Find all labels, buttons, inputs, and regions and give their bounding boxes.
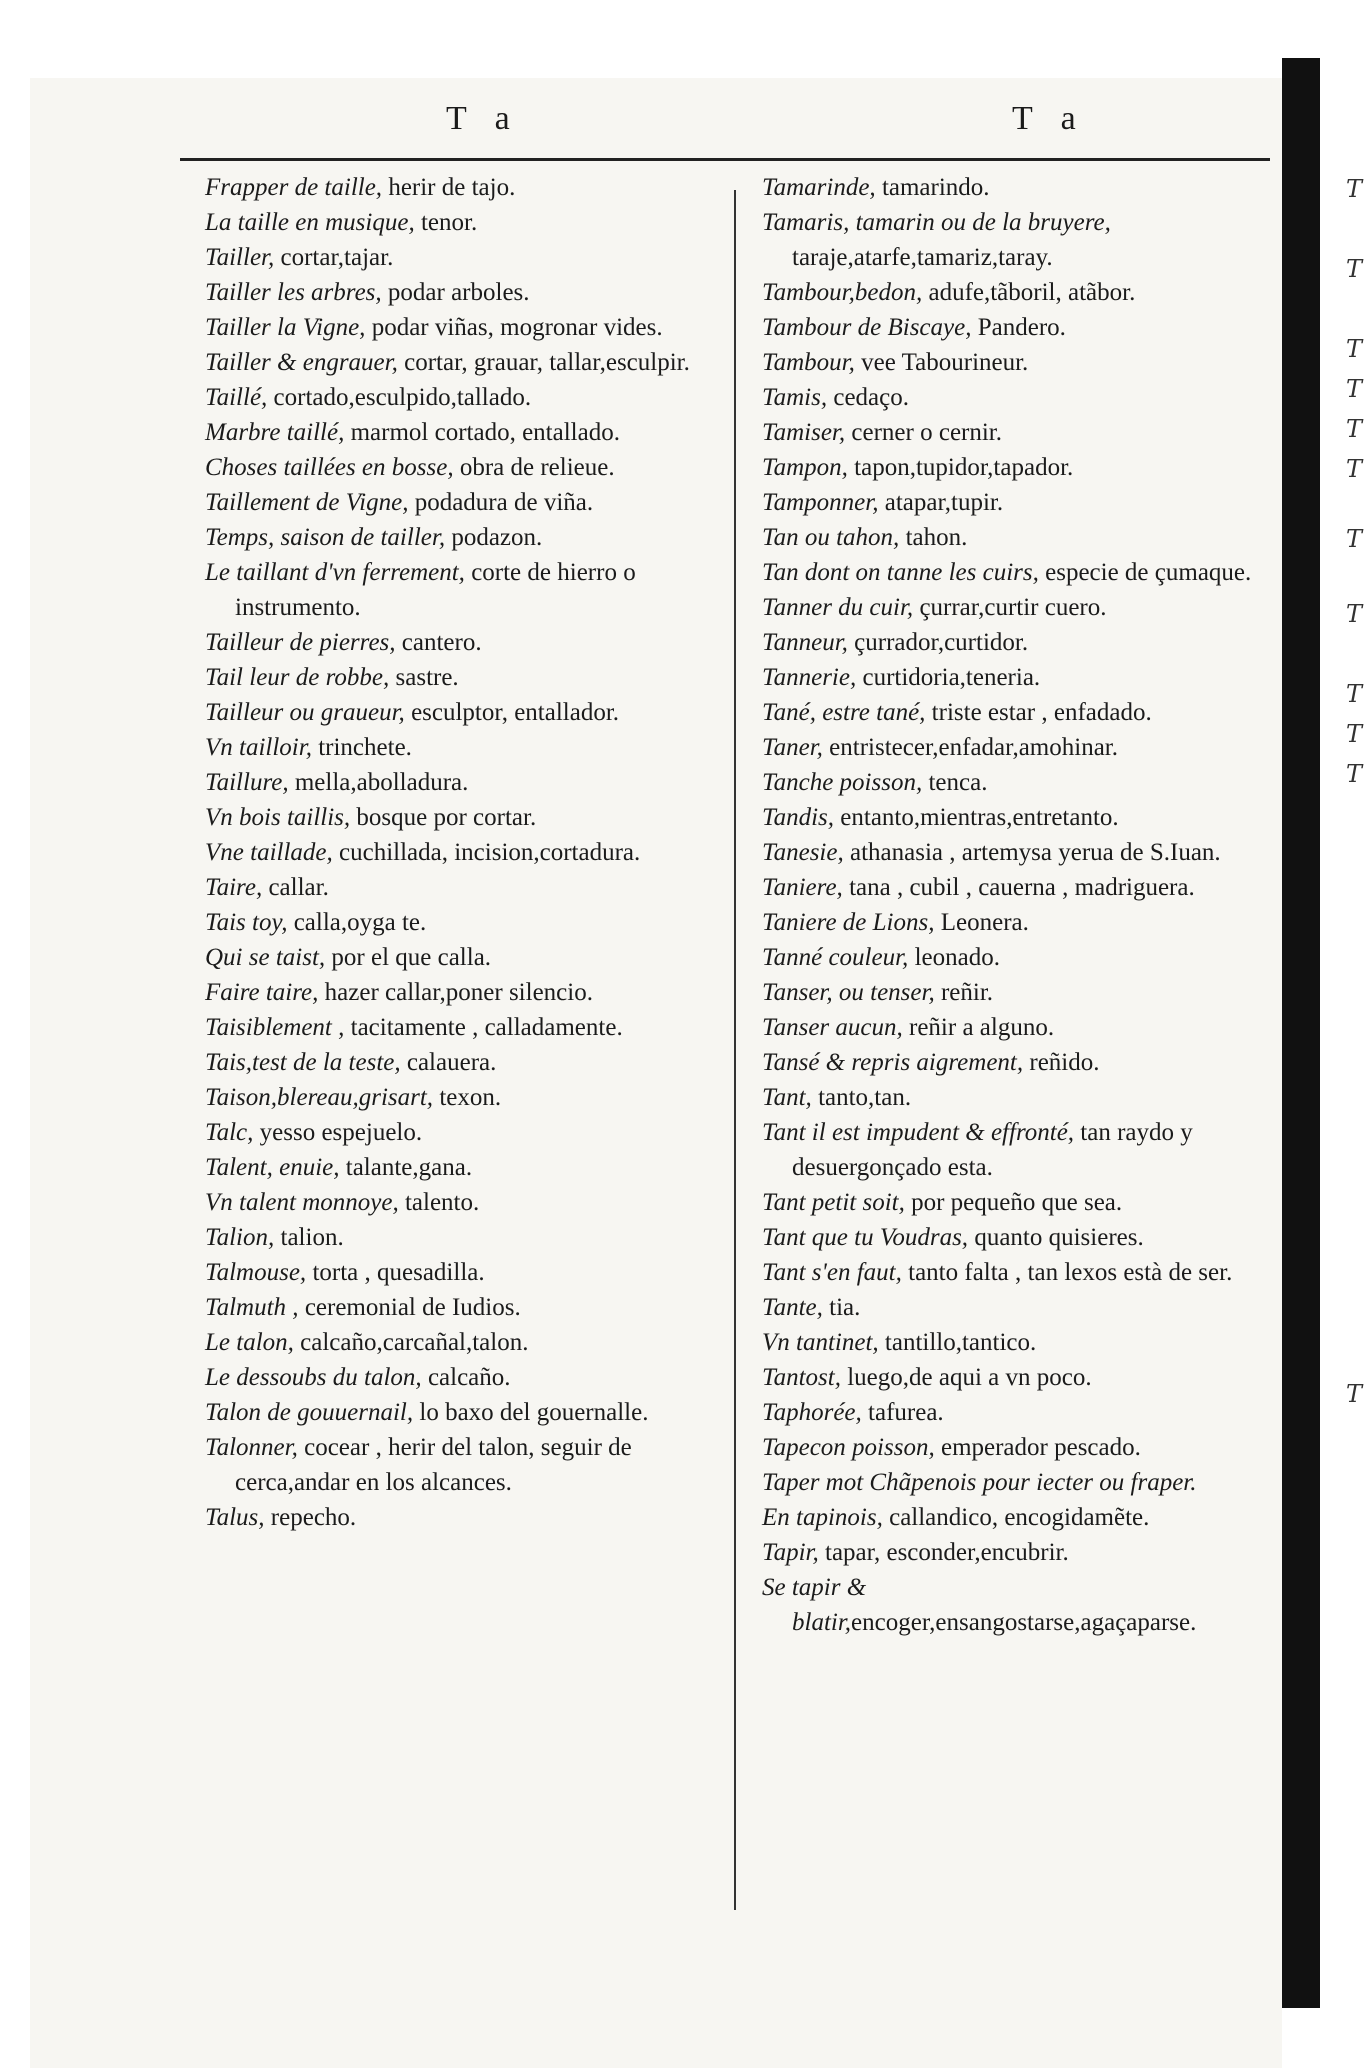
dictionary-entry: [205, 730, 735, 765]
spanish-translation: encoger,ensangostarse,agaçaparse.: [851, 1609, 1197, 1636]
french-term: Tailleur ou graueur,: [205, 699, 405, 726]
dictionary-entry: [205, 345, 735, 380]
spanish-translation: cantero.: [395, 629, 482, 656]
spanish-translation: herir de tajo.: [382, 174, 516, 201]
spanish-translation: taraje,atarfe,tamariz,taray.: [792, 244, 1053, 271]
spanish-translation: podazon.: [445, 524, 543, 551]
dictionary-entry: [762, 1010, 1272, 1045]
dictionary-entry: [205, 1395, 735, 1430]
french-term: Tamiser,: [762, 419, 846, 446]
header-left: T a: [446, 100, 520, 137]
dictionary-entry: [205, 1010, 735, 1045]
spanish-translation: lo baxo del gouernalle.: [413, 1399, 649, 1426]
dictionary-entry: [205, 695, 735, 730]
right-column: [762, 170, 1272, 1640]
french-term: Taire,: [205, 874, 263, 901]
dictionary-entry: [762, 730, 1272, 765]
spanish-translation: calcaño.: [421, 1364, 511, 1391]
spanish-translation: vee Tabourineur.: [854, 349, 1029, 376]
french-term: Le taillant d'vn ferrement,: [205, 559, 465, 586]
french-term: Taison,blereau,grisart,: [205, 1084, 434, 1111]
french-term: Tanner du cuir,: [762, 594, 914, 621]
dictionary-entry: [205, 310, 735, 345]
spanish-translation: entanto,mientras,entretanto.: [834, 804, 1119, 831]
french-term: Taillement de Vigne,: [205, 489, 409, 516]
french-term: Tantost,: [762, 1364, 841, 1391]
french-term: Tamarinde,: [762, 174, 876, 201]
dictionary-entry: [762, 1185, 1272, 1220]
dictionary-entry: [205, 275, 735, 310]
dictionary-entry: [205, 660, 735, 695]
spanish-translation: obra de relieue.: [453, 454, 615, 481]
dictionary-entry: [762, 555, 1272, 590]
spanish-translation: atapar,tupir.: [878, 489, 1004, 516]
french-term: Tailler & engrauer,: [205, 349, 398, 376]
margin-letter: T: [1346, 720, 1363, 748]
spanish-translation: torta , quesadilla.: [306, 1259, 485, 1286]
margin-letter: T: [1346, 415, 1363, 443]
french-term: Tamaris, tamarin ou de la bruyere,: [762, 209, 1111, 236]
dictionary-entry: [762, 345, 1272, 380]
dictionary-entry: [762, 905, 1272, 940]
header-rule: [180, 158, 1270, 161]
french-term: Talmuth ,: [205, 1294, 299, 1321]
spanish-translation: cortar, grauar, tallar,esculpir.: [397, 349, 690, 376]
dictionary-entry: [762, 415, 1272, 450]
dictionary-entry: [762, 800, 1272, 835]
dictionary-entry: [205, 555, 735, 625]
dictionary-entry: [205, 765, 735, 800]
french-term: Talon de gouuernail,: [205, 1399, 414, 1426]
french-term: Tant petit soit,: [762, 1189, 905, 1216]
dictionary-entry: [762, 205, 1272, 275]
spanish-translation: tana , cubil , cauerna , madriguera.: [842, 874, 1195, 901]
dictionary-entry: [762, 1395, 1272, 1430]
french-term: Tansé & repris aigrement,: [762, 1049, 1024, 1076]
dictionary-entry: [205, 1115, 735, 1150]
dictionary-entry: [205, 870, 735, 905]
dictionary-entry: [205, 485, 735, 520]
spanish-translation: tanto,tan.: [811, 1084, 912, 1111]
spanish-translation: marmol cortado, entallado.: [344, 419, 620, 446]
dictionary-entry: [205, 1290, 735, 1325]
dictionary-entry: [762, 450, 1272, 485]
dictionary-entry: [762, 1570, 1272, 1640]
spanish-translation: tanto falta , tan lexos està de ser.: [901, 1259, 1233, 1286]
french-term: Tant s'en faut,: [762, 1259, 902, 1286]
margin-letter: T: [1346, 175, 1363, 203]
french-term: Tampon,: [762, 454, 848, 481]
french-term: Talonner,: [205, 1434, 298, 1461]
spanish-translation: podar viñas, mogronar vides.: [365, 314, 663, 341]
spanish-translation: por el que calla.: [325, 944, 492, 971]
margin-letter: T: [1346, 525, 1363, 553]
french-term: Talc,: [205, 1119, 254, 1146]
dictionary-entry: [762, 485, 1272, 520]
french-term: Tambour de Biscaye,: [762, 314, 972, 341]
dictionary-entry: [205, 905, 735, 940]
dictionary-entry: [205, 975, 735, 1010]
dictionary-entry: [205, 835, 735, 870]
spanish-translation: hazer callar,poner silencio.: [318, 979, 593, 1006]
spanish-translation: tacitamente , calladamente.: [344, 1014, 623, 1041]
french-term: Vn bois taillis,: [205, 804, 351, 831]
dictionary-entry: [205, 520, 735, 555]
french-term: Tant il est impudent & effronté,: [762, 1119, 1075, 1146]
dictionary-entry: [205, 205, 735, 240]
dictionary-entry: [762, 1255, 1272, 1290]
dictionary-entry: [762, 1500, 1272, 1535]
margin-letter: T: [1346, 680, 1363, 708]
spanish-translation: cedaço.: [827, 384, 909, 411]
spanish-translation: mella,abolladura.: [288, 769, 469, 796]
dictionary-entry: [205, 1255, 735, 1290]
french-term: Talmouse,: [205, 1259, 307, 1286]
french-term: Tambour,: [762, 349, 855, 376]
french-term: Tané, estre tané,: [762, 699, 926, 726]
spanish-translation: ceremonial de Iudios.: [298, 1294, 521, 1321]
dictionary-entry: [762, 835, 1272, 870]
spanish-translation: reñido.: [1023, 1049, 1100, 1076]
dictionary-entry: [762, 1080, 1272, 1115]
french-term: Tailler les arbres,: [205, 279, 382, 306]
spanish-translation: tafurea.: [861, 1399, 944, 1426]
french-term: Qui se taist,: [205, 944, 326, 971]
spanish-translation: triste estar , enfadado.: [925, 699, 1152, 726]
dictionary-entry: [762, 590, 1272, 625]
french-term: Tan ou tahon,: [762, 524, 900, 551]
french-term: Tamponner,: [762, 489, 879, 516]
margin-letter: T: [1346, 375, 1363, 403]
dictionary-entry: [205, 1185, 735, 1220]
french-term: Tanser, ou tenser,: [762, 979, 935, 1006]
french-term: Tanné couleur,: [762, 944, 909, 971]
spanish-translation: yesso espejuelo.: [253, 1119, 423, 1146]
spanish-translation: callandico, encogidamẽte.: [882, 1504, 1150, 1531]
french-term: Tant que tu Voudras,: [762, 1224, 969, 1251]
french-term: Marbre taillé,: [205, 419, 345, 446]
dictionary-entry: [205, 1150, 735, 1185]
spanish-translation: leonado.: [908, 944, 1000, 971]
french-term: Tanche poisson,: [762, 769, 923, 796]
french-term: Tanneur,: [762, 629, 848, 656]
french-term: Talent, enuie,: [205, 1154, 340, 1181]
spanish-translation: tahon.: [899, 524, 968, 551]
french-term: Tanser aucun,: [762, 1014, 903, 1041]
spanish-translation: tenor.: [414, 209, 478, 236]
french-term: Tapecon poisson,: [762, 1434, 935, 1461]
french-term: Tailleur de pierres,: [205, 629, 396, 656]
french-term: Tanesie,: [762, 839, 844, 866]
spanish-translation: tantillo,tantico.: [878, 1329, 1037, 1356]
french-term: Taphorée,: [762, 1399, 862, 1426]
spanish-translation: sastre.: [389, 664, 459, 691]
spanish-translation: tenca.: [922, 769, 988, 796]
french-term: Tapir,: [762, 1539, 819, 1566]
dictionary-entry: [762, 275, 1272, 310]
french-term: Le talon,: [205, 1329, 294, 1356]
dictionary-entry: [205, 1360, 735, 1395]
spanish-translation: emperador pescado.: [934, 1434, 1141, 1461]
dictionary-entry: [762, 870, 1272, 905]
spanish-translation: calla,oyga te.: [287, 909, 427, 936]
spanish-translation: podar arboles.: [381, 279, 530, 306]
dictionary-entry: [762, 310, 1272, 345]
spanish-translation: tapon,tupidor,tapador.: [847, 454, 1074, 481]
french-term: Talion,: [205, 1224, 275, 1251]
dictionary-entry: [762, 660, 1272, 695]
spanish-translation: tamarindo.: [875, 174, 990, 201]
french-term: Tan dont on tanne les cuirs,: [762, 559, 1039, 586]
french-term: Taisiblement ,: [205, 1014, 345, 1041]
margin-letter: T: [1346, 1380, 1363, 1408]
spanish-translation: çurrar,curtir cuero.: [913, 594, 1107, 621]
margin-letter: T: [1346, 255, 1363, 283]
french-term: Vne taillade,: [205, 839, 333, 866]
spanish-translation: podadura de viña.: [408, 489, 594, 516]
spanish-translation: talante,gana.: [339, 1154, 473, 1181]
french-term: Se tapir & blatir,: [762, 1574, 867, 1636]
spanish-translation: luego,de aqui a vn poco.: [840, 1364, 1092, 1391]
french-term: Taillure,: [205, 769, 289, 796]
dictionary-entry: [205, 240, 735, 275]
french-term: Temps, saison de tailler,: [205, 524, 446, 551]
margin-letter: T: [1346, 760, 1363, 788]
french-term: Faire taire,: [205, 979, 319, 1006]
dictionary-entry: [762, 1220, 1272, 1255]
dictionary-entry: [205, 450, 735, 485]
french-term: Tandis,: [762, 804, 835, 831]
dictionary-entry: [205, 625, 735, 660]
french-term: Taillé,: [205, 384, 268, 411]
french-term: La taille en musique,: [205, 209, 415, 236]
spanish-translation: tan raydo y desuergonçado esta.: [792, 1119, 1193, 1181]
dictionary-entry: [762, 695, 1272, 730]
french-term: Tail leur de robbe,: [205, 664, 390, 691]
french-term: Taper mot Chãpenois pour iecter ou fraper.: [762, 1469, 1197, 1496]
spanish-translation: callar.: [262, 874, 329, 901]
dictionary-entry: [762, 940, 1272, 975]
dictionary-entry: [762, 1535, 1272, 1570]
spanish-translation: por pequeño que sea.: [904, 1189, 1123, 1216]
french-term: Tailler la Vigne,: [205, 314, 366, 341]
dictionary-entry: [205, 940, 735, 975]
spanish-translation: curtidoria,teneria.: [856, 664, 1041, 691]
dictionary-entry: [205, 415, 735, 450]
french-term: Taniere,: [762, 874, 843, 901]
spanish-translation: tia.: [822, 1294, 861, 1321]
dictionary-entry: [762, 625, 1272, 660]
spanish-translation: quanto quisieres.: [968, 1224, 1144, 1251]
french-term: Tamis,: [762, 384, 828, 411]
dictionary-entry: [762, 975, 1272, 1010]
margin-letter: T: [1346, 600, 1363, 628]
spanish-translation: tapar, esconder,encubrir.: [818, 1539, 1069, 1566]
dictionary-entry: [762, 765, 1272, 800]
dictionary-entry: [762, 1465, 1272, 1500]
dictionary-entry: [762, 170, 1272, 205]
french-term: Vn tailloir,: [205, 734, 312, 761]
margin-letter: T: [1346, 335, 1363, 363]
french-term: Choses taillées en bosse,: [205, 454, 454, 481]
french-term: Vn tantinet,: [762, 1329, 879, 1356]
dictionary-entry: [762, 1325, 1272, 1360]
dictionary-entry: [205, 800, 735, 835]
french-term: Tannerie,: [762, 664, 857, 691]
spanish-translation: calauera.: [400, 1049, 497, 1076]
spanish-translation: talion.: [274, 1224, 344, 1251]
spanish-translation: adufe,tãboril, atãbor.: [922, 279, 1136, 306]
dictionary-entry: [205, 1325, 735, 1360]
spanish-translation: cuchillada, incision,cortadura.: [332, 839, 641, 866]
spanish-translation: çurrador,curtidor.: [847, 629, 1029, 656]
dictionary-entry: [762, 520, 1272, 555]
dictionary-entry: [205, 1045, 735, 1080]
french-term: Tais,test de la teste,: [205, 1049, 401, 1076]
dictionary-entry: [762, 1045, 1272, 1080]
dictionary-entry: [762, 1290, 1272, 1325]
spanish-translation: cortado,esculpido,tallado.: [267, 384, 532, 411]
spanish-translation: athanasia , artemysa yerua de S.Iuan.: [843, 839, 1221, 866]
dictionary-entry: [205, 1500, 735, 1535]
dictionary-entry: [762, 1115, 1272, 1185]
spanish-translation: entristecer,enfadar,amohinar.: [822, 734, 1118, 761]
spanish-translation: corte de hierro o instrumento.: [235, 559, 636, 621]
french-term: Tais toy,: [205, 909, 288, 936]
spanish-translation: texon.: [433, 1084, 502, 1111]
left-column: [205, 170, 735, 1535]
french-term: Taner,: [762, 734, 823, 761]
page-edge-shadow: [1282, 58, 1320, 2008]
spanish-translation: talento.: [398, 1189, 480, 1216]
french-term: En tapinois,: [762, 1504, 883, 1531]
spanish-translation: Leonera.: [934, 909, 1029, 936]
dictionary-entry: [762, 1360, 1272, 1395]
dictionary-entry: [762, 1430, 1272, 1465]
dictionary-entry: [762, 380, 1272, 415]
french-term: Tailler,: [205, 244, 275, 271]
french-term: Tambour,bedon,: [762, 279, 923, 306]
spanish-translation: cerner o cernir.: [845, 419, 1003, 446]
french-term: Vn talent monnoye,: [205, 1189, 399, 1216]
spanish-translation: calcaño,carcañal,talon.: [293, 1329, 529, 1356]
spanish-translation: cocear , herir del talon, seguir de cerca,andar en los alcances.: [235, 1434, 632, 1496]
french-term: Talus,: [205, 1504, 265, 1531]
french-term: Frapper de taille,: [205, 174, 383, 201]
dictionary-entry: [205, 1080, 735, 1115]
margin-letter: T: [1346, 455, 1363, 483]
spanish-translation: reñir.: [934, 979, 994, 1006]
spanish-translation: especie de çumaque.: [1038, 559, 1252, 586]
spanish-translation: trinchete.: [311, 734, 412, 761]
next-page-strip: [1320, 0, 1365, 2072]
header-right: T a: [1012, 100, 1086, 137]
spanish-translation: reñir a alguno.: [902, 1014, 1055, 1041]
spanish-translation: bosque por cortar.: [350, 804, 537, 831]
french-term: Taniere de Lions,: [762, 909, 935, 936]
dictionary-entry: [205, 380, 735, 415]
spanish-translation: Pandero.: [971, 314, 1066, 341]
dictionary-entry: [205, 1220, 735, 1255]
dictionary-entry: [205, 170, 735, 205]
french-term: Le dessoubs du talon,: [205, 1364, 422, 1391]
french-term: Tante,: [762, 1294, 823, 1321]
spanish-translation: cortar,tajar.: [274, 244, 394, 271]
french-term: Tant,: [762, 1084, 812, 1111]
dictionary-entry: [205, 1430, 735, 1500]
spanish-translation: repecho.: [264, 1504, 357, 1531]
spanish-translation: esculptor, entallador.: [404, 699, 620, 726]
